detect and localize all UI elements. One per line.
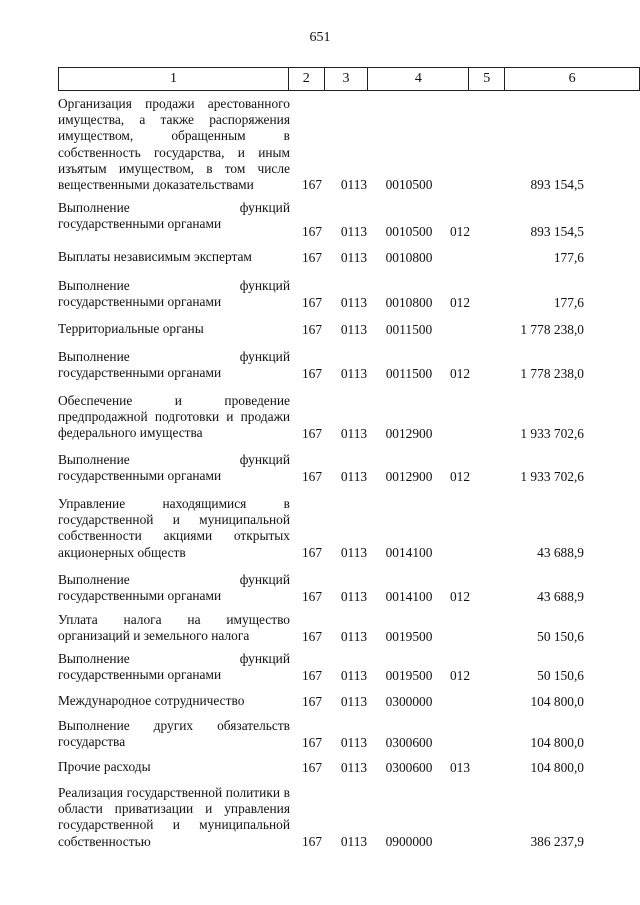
table-row <box>0 249 640 266</box>
row-name: Реализация государственной политики в области приватизации и управления государственной и муниципальной собственностью <box>58 785 290 849</box>
row-c3: 0113 <box>340 667 368 683</box>
row-name: Прочие расходы <box>58 759 151 774</box>
row-c4: 0011500 <box>385 321 433 337</box>
row-c2: 167 <box>301 176 323 192</box>
row-c4: 0012900 <box>385 425 433 441</box>
row-c3: 0113 <box>340 365 368 381</box>
table-row <box>0 785 640 850</box>
row-c2: 167 <box>301 365 323 381</box>
table-row <box>0 693 640 710</box>
row-c6: 50 150,6 <box>537 667 584 683</box>
row-c5: 012 <box>449 365 471 381</box>
table-row <box>0 278 640 311</box>
row-c5: 012 <box>449 223 471 239</box>
row-c4: 0014100 <box>385 544 433 560</box>
row-c2: 167 <box>301 249 323 265</box>
table-row <box>0 759 640 776</box>
row-c4: 0010800 <box>385 249 433 265</box>
row-name: Обеспечение и проведение предпродажной подготовки и продажи федерального имущества <box>58 393 290 441</box>
table-row <box>0 612 640 645</box>
row-c3: 0113 <box>340 628 368 644</box>
row-name: Выполнение функций государственными органами <box>58 452 290 484</box>
column-header-5: 5 <box>469 68 505 91</box>
row-c4: 0011500 <box>385 365 433 381</box>
row-c4: 0300600 <box>385 759 433 775</box>
row-c2: 167 <box>301 628 323 644</box>
row-c4: 0010800 <box>385 294 433 310</box>
row-c6: 893 154,5 <box>530 223 584 239</box>
row-c2: 167 <box>301 425 323 441</box>
row-name: Территориальные органы <box>58 321 204 336</box>
row-c2: 167 <box>301 693 323 709</box>
row-name: Международное сотрудничество <box>58 693 245 708</box>
row-c6: 50 150,6 <box>537 628 584 644</box>
row-c2: 167 <box>301 544 323 560</box>
row-c3: 0113 <box>340 468 368 484</box>
row-c2: 167 <box>301 759 323 775</box>
column-header-6: 6 <box>505 68 640 91</box>
row-c2: 167 <box>301 833 323 849</box>
row-c6: 43 688,9 <box>537 588 584 604</box>
row-c3: 0113 <box>340 759 368 775</box>
row-c5: 012 <box>449 667 471 683</box>
row-c3: 0113 <box>340 321 368 337</box>
table-row <box>0 572 640 605</box>
column-header-row <box>59 68 640 91</box>
row-c4: 0019500 <box>385 667 433 683</box>
row-c3: 0113 <box>340 176 368 192</box>
row-c2: 167 <box>301 294 323 310</box>
row-c4: 0010500 <box>385 223 433 239</box>
row-name: Выполнение функций государственными органами <box>58 200 290 232</box>
row-name: Управление находящимися в государственной и муниципальной собственности акциями открытых акционерных обществ <box>58 496 290 560</box>
row-c3: 0113 <box>340 223 368 239</box>
column-header-table <box>58 67 640 91</box>
row-c2: 167 <box>301 321 323 337</box>
row-c3: 0113 <box>340 734 368 750</box>
row-c4: 0012900 <box>385 468 433 484</box>
row-c3: 0113 <box>340 544 368 560</box>
column-header-3: 3 <box>324 68 368 91</box>
row-c6: 1 778 238,0 <box>520 365 584 381</box>
row-name: Организация продажи арестованного имущества, а также распоряжения имуществом, обращенным в собственность государства, и иным изъятым имуществом, в том числе вещественными доказательствами <box>58 96 290 193</box>
row-c4: 0900000 <box>385 833 433 849</box>
table-row <box>0 321 640 338</box>
table-row <box>0 349 640 382</box>
row-c5: 012 <box>449 588 471 604</box>
row-c2: 167 <box>301 223 323 239</box>
row-c4: 0014100 <box>385 588 433 604</box>
row-c6: 104 800,0 <box>530 759 584 775</box>
row-c6: 386 237,9 <box>530 833 584 849</box>
row-c2: 167 <box>301 468 323 484</box>
row-c2: 167 <box>301 588 323 604</box>
row-c6: 1 933 702,6 <box>520 425 584 441</box>
row-c4: 0300000 <box>385 693 433 709</box>
row-c3: 0113 <box>340 588 368 604</box>
column-header-2: 2 <box>288 68 324 91</box>
column-header-1: 1 <box>59 68 289 91</box>
row-c6: 104 800,0 <box>530 734 584 750</box>
table-row <box>0 651 640 684</box>
row-c4: 0010500 <box>385 176 433 192</box>
row-c6: 177,6 <box>553 294 584 310</box>
row-c2: 167 <box>301 734 323 750</box>
row-c5: 013 <box>449 759 471 775</box>
row-name: Выполнение функций государственными органами <box>58 278 290 310</box>
row-name: Выполнение функций государственными органами <box>58 651 290 683</box>
row-c6: 1 778 238,0 <box>520 321 584 337</box>
column-header-4: 4 <box>368 68 469 91</box>
row-c3: 0113 <box>340 425 368 441</box>
row-c2: 167 <box>301 667 323 683</box>
row-c4: 0300600 <box>385 734 433 750</box>
row-c3: 0113 <box>340 249 368 265</box>
row-name: Выполнение функций государственными органами <box>58 349 290 381</box>
table-row <box>0 718 640 751</box>
row-c4: 0019500 <box>385 628 433 644</box>
row-name: Выплаты независимым экспертам <box>58 249 252 264</box>
row-name: Выполнение функций государственными органами <box>58 572 290 604</box>
row-c6: 177,6 <box>553 249 584 265</box>
row-c6: 1 933 702,6 <box>520 468 584 484</box>
row-c3: 0113 <box>340 294 368 310</box>
budget-rows <box>0 96 640 850</box>
table-row <box>0 96 640 193</box>
table-row <box>0 452 640 485</box>
row-c3: 0113 <box>340 693 368 709</box>
page-number: 651 <box>309 30 331 45</box>
row-name: Выполнение других обязательств государства <box>58 718 290 750</box>
table-row <box>0 200 640 240</box>
row-name: Уплата налога на имущество организаций и земельного налога <box>58 612 290 644</box>
row-c6: 104 800,0 <box>530 693 584 709</box>
table-row <box>0 496 640 561</box>
row-c5: 012 <box>449 468 471 484</box>
table-row <box>0 393 640 442</box>
row-c6: 43 688,9 <box>537 544 584 560</box>
row-c3: 0113 <box>340 833 368 849</box>
row-c6: 893 154,5 <box>530 176 584 192</box>
row-c5: 012 <box>449 294 471 310</box>
